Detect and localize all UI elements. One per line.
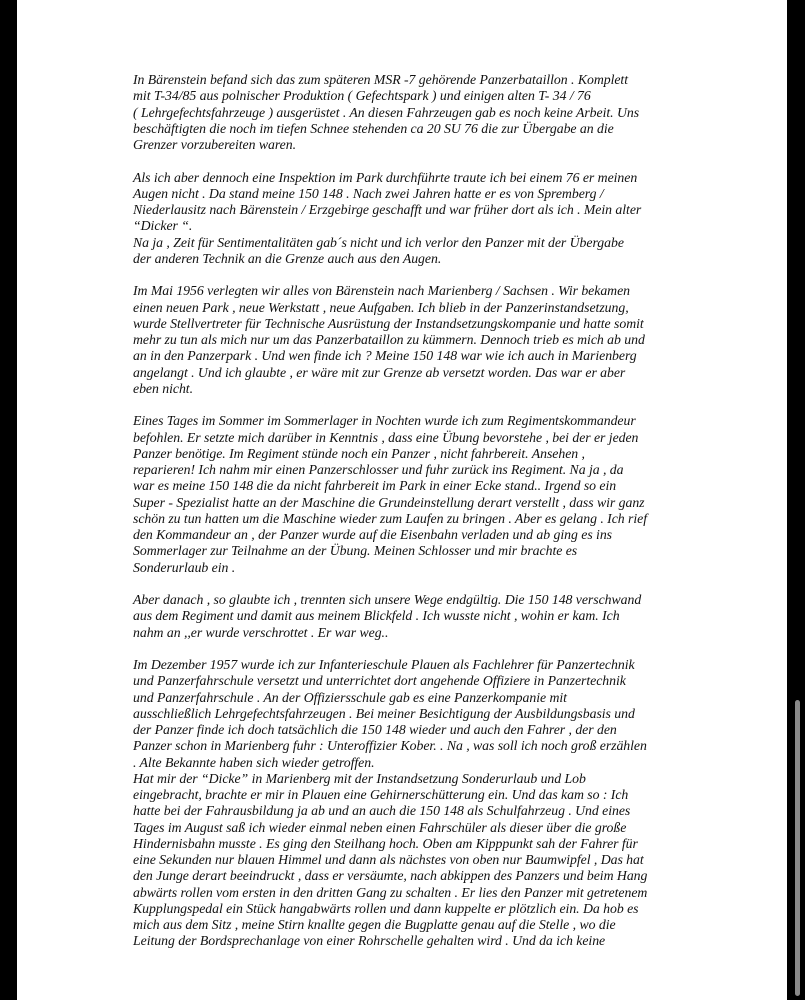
- paragraph-marienberg: Im Mai 1956 verlegten wir alles von Bärenstein nach Marienberg / Sachsen . Wir bekamen einen neuen Park , neue Werkstatt , neue Aufgaben. Ich blieb in der Panzerinstandsetzung, wurde Stellvertreter für Technische Ausrüstung der Instandsetzungskompanie und hatte somit mehr zu tun als mich nur um das Panzerbataillon zu kümmern. Dennoch trieb es mich ab und an in den Panzerpark . Und wen finde ich ? Meine 150 148 war wie ich auch in Marienberg angelangt . Und ich glaubte , er wäre mit zur Grenze ab versetzt worden. Das war er aber eben nicht.: [133, 283, 645, 396]
- document-page: [17, 0, 787, 1000]
- paragraph-baerenstein: In Bärenstein befand sich das zum späteren MSR -7 gehörende Panzerbataillon . Komplett mit T-34/85 aus polnischer Produktion ( Gefechtspark ) und einigen alten T- 34 / 76 ( Lehrgefechtsfahrzeuge ) ausgerüstet . An diesen Fahrzeugen gab es noch keine Arbeit. Uns beschäftigten die noch im tiefen Schnee stehenden ca 20 SU 76 die zur Übergabe an die Grenzer vorzubereiten waren.: [133, 72, 640, 152]
- paragraph-separation: Aber danach , so glaubte ich , trennten sich unsere Wege endgültig. Die 150 148 verschwand aus dem Regiment und damit aus meinem Blickfeld . Ich wusste nicht , wohin er kam. Ich nahm an ,,er wurde verschrottet . Er war weg..: [133, 592, 642, 640]
- document-body: [133, 72, 693, 950]
- scrollbar-thumb[interactable]: [795, 700, 800, 996]
- paragraph-plauen: Im Dezember 1957 wurde ich zur Infanterieschule Plauen als Fachlehrer für Panzertechnik und Panzerfahrschule versetzt und unterrichtet dort angehende Offiziere in Panzertechnik und Panzerfahrschule . An der Offiziersschule gab es eine Panzerkompanie mit ausschließlich Lehrgefechtsfahrzeugen . Bei meiner Besichtigung der Ausbildungsbasis und der Panzer finde ich doch tatsächlich die 150 148 wieder und auch den Fahrer , der den Panzer schon in Marienberg fuhr : Unteroffizier Kober. . Na , was soll ich noch groß erzählen . Alte Bekannte haben sich wieder getroffen. Hat mir der “Dicke” in Marienberg mit der Instandsetzung Sonderurlaub und Lob eingebracht, brachte er mir in Plauen eine Gehirnerschütterung ein. Und das kam so : Ich hatte bei der Fahrausbildung ja ab und an auch die 150 148 als Schulfahrzeug . Und eines Tages im August saß ich wieder einmal neben einen Fahrschüler als dieser über die große Hindernisbahn musste . Es ging den Steilhang hoch. Oben am Kipppunkt sah der Fahrer für eine Sekunden nur blauen Himmel und dann als nächstes von oben nur Baumwipfel , Das hat den Junge derart beeindruckt , dass er versäumte, nach abkippen des Panzers und beim Hang abwärts rollen vom ersten in den dritten Gang zu schalten . Er lies den Panzer mit getretenem Kupplungspedal ein Stück hangabwärts rollen und dann kuppelte er plötzlich ein. Da hob es mich aus dem Sitz , meine Stirn knallte gegen die Bugplatte genau auf die Stelle , wo die Leitung der Bordsprechanlage von einer Rohrschelle gehalten wird . Und da ich keine: [133, 657, 648, 949]
- paragraph-inspection: Als ich aber dennoch eine Inspektion im Park durchführte traute ich bei einem 76 er meinen Augen nicht . Da stand meine 150 148 . Nach zwei Jahren hatte er es von Spremberg / Niederlausitz nach Bärenstein / Erzgebirge geschafft und war früher dort als ich . Mein alter “Dicker “. Na ja , Zeit für Sentimentalitäten gab´s nicht und ich verlor den Panzer mit der Übergabe der anderen Technik an die Grenze auch aus den Augen.: [133, 169, 642, 266]
- paragraph-summer-camp: Eines Tages im Sommer im Sommerlager in Nochten wurde ich zum Regimentskommandeur befohlen. Er setzte mich darüber in Kenntnis , dass eine Übung bevorstehe , bei der er jeden Panzer benötige. Im Regiment stünde noch ein Panzer , nicht fahrbereit. Ansehen , reparieren! Ich nahm mir einen Panzerschlosser und fuhr zurück ins Regiment. Na ja , da war es meine 150 148 die da nicht fahrbereit im Park in einer Ecke stand.. Irgend so ein Super - Spezialist hatte an der Maschine die Grundeinstellung derart verstellt , dass wir ganz schön zu tun hatten um die Maschine wieder zum Laufen zu bringen . Aber es gelang . Ich rief den Kommandeur an , der Panzer wurde auf die Eisenbahn verladen und ab ging es ins Sommerlager zur Teilnahme an der Übung. Meinen Schlosser und mir brachte es Sonderurlaub ein .: [133, 413, 647, 575]
